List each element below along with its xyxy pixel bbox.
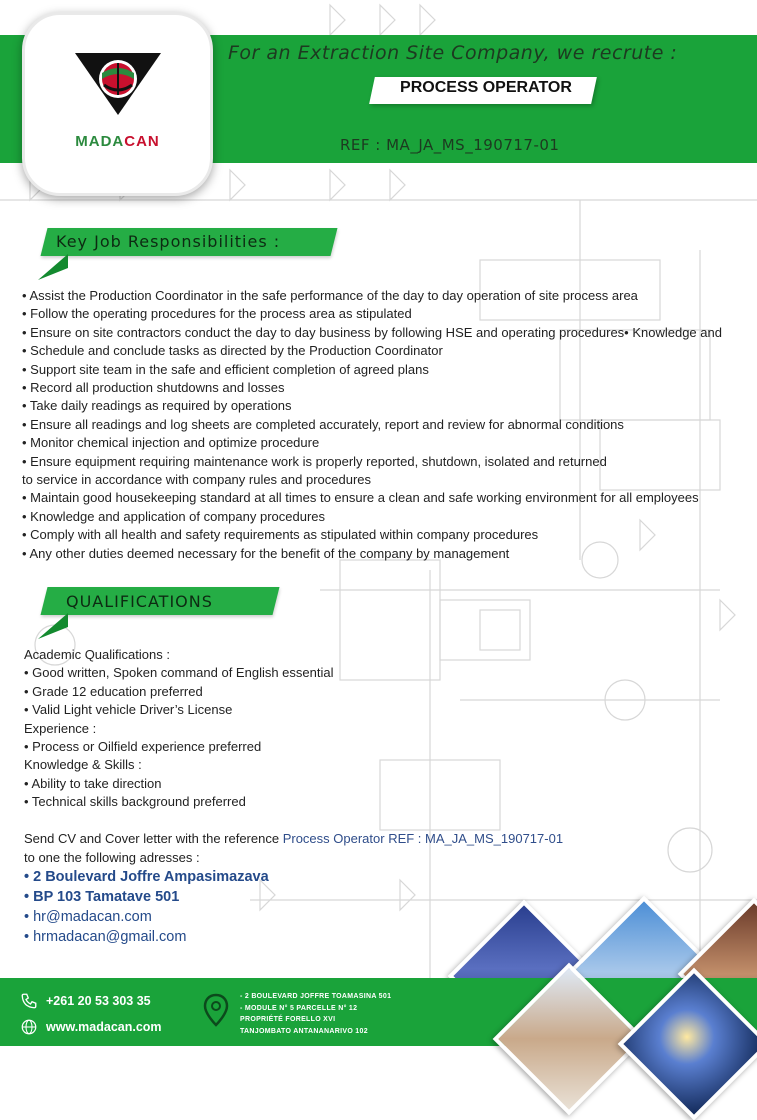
list-item: • Ensure on site contractors conduct the day to day business by following HSE and operating procedures• Knowledge and bbox=[22, 324, 722, 340]
list-item: to service in accordance with company rules and procedures bbox=[22, 472, 372, 488]
list-item: Academic Qualifications : bbox=[24, 647, 170, 662]
ribbon-fold-icon bbox=[38, 254, 68, 280]
responsibilities-heading: Key Job Responsibilities : bbox=[56, 232, 281, 251]
list-item: • Technical skills background preferred bbox=[24, 794, 246, 810]
website-url: www.madacan.com bbox=[46, 1020, 162, 1034]
globe-icon bbox=[20, 1018, 38, 1036]
logo-wordmark-part1: MADA bbox=[75, 133, 125, 150]
footer-phone[interactable] bbox=[20, 992, 151, 1010]
list-item: • Knowledge and application of company procedures bbox=[22, 508, 326, 524]
list-item: • Maintain good housekeeping standard at all times to ensure a clean and safe working environment for all employees bbox=[22, 490, 699, 506]
list-item: • Assist the Production Coordinator in the safe performance of the day to day operation of site process area bbox=[22, 288, 638, 303]
location-pin-icon bbox=[203, 993, 229, 1027]
gmail-link[interactable]: • hrmadacan@gmail.com bbox=[24, 929, 187, 945]
footer-address-line: - MODULE N° 5 PARCELLE N° 12 bbox=[240, 1004, 358, 1012]
list-item: • Monitor chemical injection and optimize procedure bbox=[22, 435, 320, 451]
responsibilities-list bbox=[22, 287, 722, 563]
logo-wordmark-part2: CAN bbox=[124, 133, 160, 150]
contact-addresses bbox=[24, 867, 269, 947]
application-instructions bbox=[24, 830, 563, 867]
footer-address bbox=[240, 991, 391, 1037]
phone-icon bbox=[20, 992, 38, 1010]
list-item: • Ensure equipment requiring maintenance work is properly reported, shutdown, isolated and returned bbox=[22, 453, 607, 469]
list-item: • Good written, Spoken command of English essential bbox=[24, 665, 334, 681]
footer-address-line: - 2 BOULEVARD JOFFRE TOAMASINA 501 bbox=[240, 993, 392, 1000]
footer-address-line: PROPRIÉTÉ FORELLO XVI bbox=[240, 1016, 336, 1023]
job-title: PROCESS OPERATOR bbox=[400, 79, 572, 96]
postal-address: • 2 Boulevard Joffre Ampasimazava bbox=[24, 869, 269, 885]
list-item: Experience : bbox=[24, 720, 97, 736]
phone-number: +261 20 53 303 35 bbox=[46, 994, 151, 1008]
application-reference: Process Operator REF : MA_JA_MS_190717-01 bbox=[282, 831, 564, 846]
qualifications-list bbox=[24, 646, 334, 812]
email-link[interactable]: • hr@madacan.com bbox=[24, 909, 152, 925]
list-item: • Process or Oilfield experience preferred bbox=[24, 739, 262, 755]
list-item: Knowledge & Skills : bbox=[24, 757, 142, 773]
application-line2: to one the following adresses : bbox=[24, 849, 200, 865]
qualifications-heading: QUALIFICATIONS bbox=[66, 592, 213, 611]
list-item: • Comply with all health and safety requirements as stipulated within company procedures bbox=[22, 527, 539, 543]
footer-website[interactable] bbox=[20, 1018, 162, 1036]
job-reference: REF : MA_JA_MS_190717-01 bbox=[340, 136, 560, 154]
list-item: • Ability to take direction bbox=[24, 775, 162, 791]
application-intro: Send CV and Cover letter with the reference bbox=[24, 831, 283, 846]
po-box: • BP 103 Tamatave 501 bbox=[24, 889, 180, 905]
list-item: • Support site team in the safe and efficient completion of agreed plans bbox=[22, 361, 429, 377]
header-tagline: For an Extraction Site Company, we recrute : bbox=[228, 42, 678, 64]
logo-wordmark bbox=[25, 133, 210, 150]
list-item: • Any other duties deemed necessary for the benefit of the company by management bbox=[22, 545, 510, 561]
footer-address-line: TANJOMBATO ANTANANARIVO 102 bbox=[240, 1027, 368, 1035]
list-item: • Record all production shutdowns and losses bbox=[22, 380, 285, 396]
list-item: • Grade 12 education preferred bbox=[24, 683, 203, 699]
list-item: • Follow the operating procedures for the process area as stipulated bbox=[22, 306, 412, 322]
list-item: • Valid Light vehicle Driver’s License bbox=[24, 702, 233, 718]
madacan-logo-icon bbox=[73, 51, 163, 117]
list-item: • Ensure all readings and log sheets are completed accurately, report and review for abnormal conditions bbox=[22, 416, 624, 432]
list-item: • Take daily readings as required by operations bbox=[22, 398, 292, 414]
logo-card bbox=[22, 12, 213, 196]
ribbon-fold-icon bbox=[38, 613, 68, 639]
list-item: • Schedule and conclude tasks as directed by the Production Coordinator bbox=[22, 343, 443, 359]
